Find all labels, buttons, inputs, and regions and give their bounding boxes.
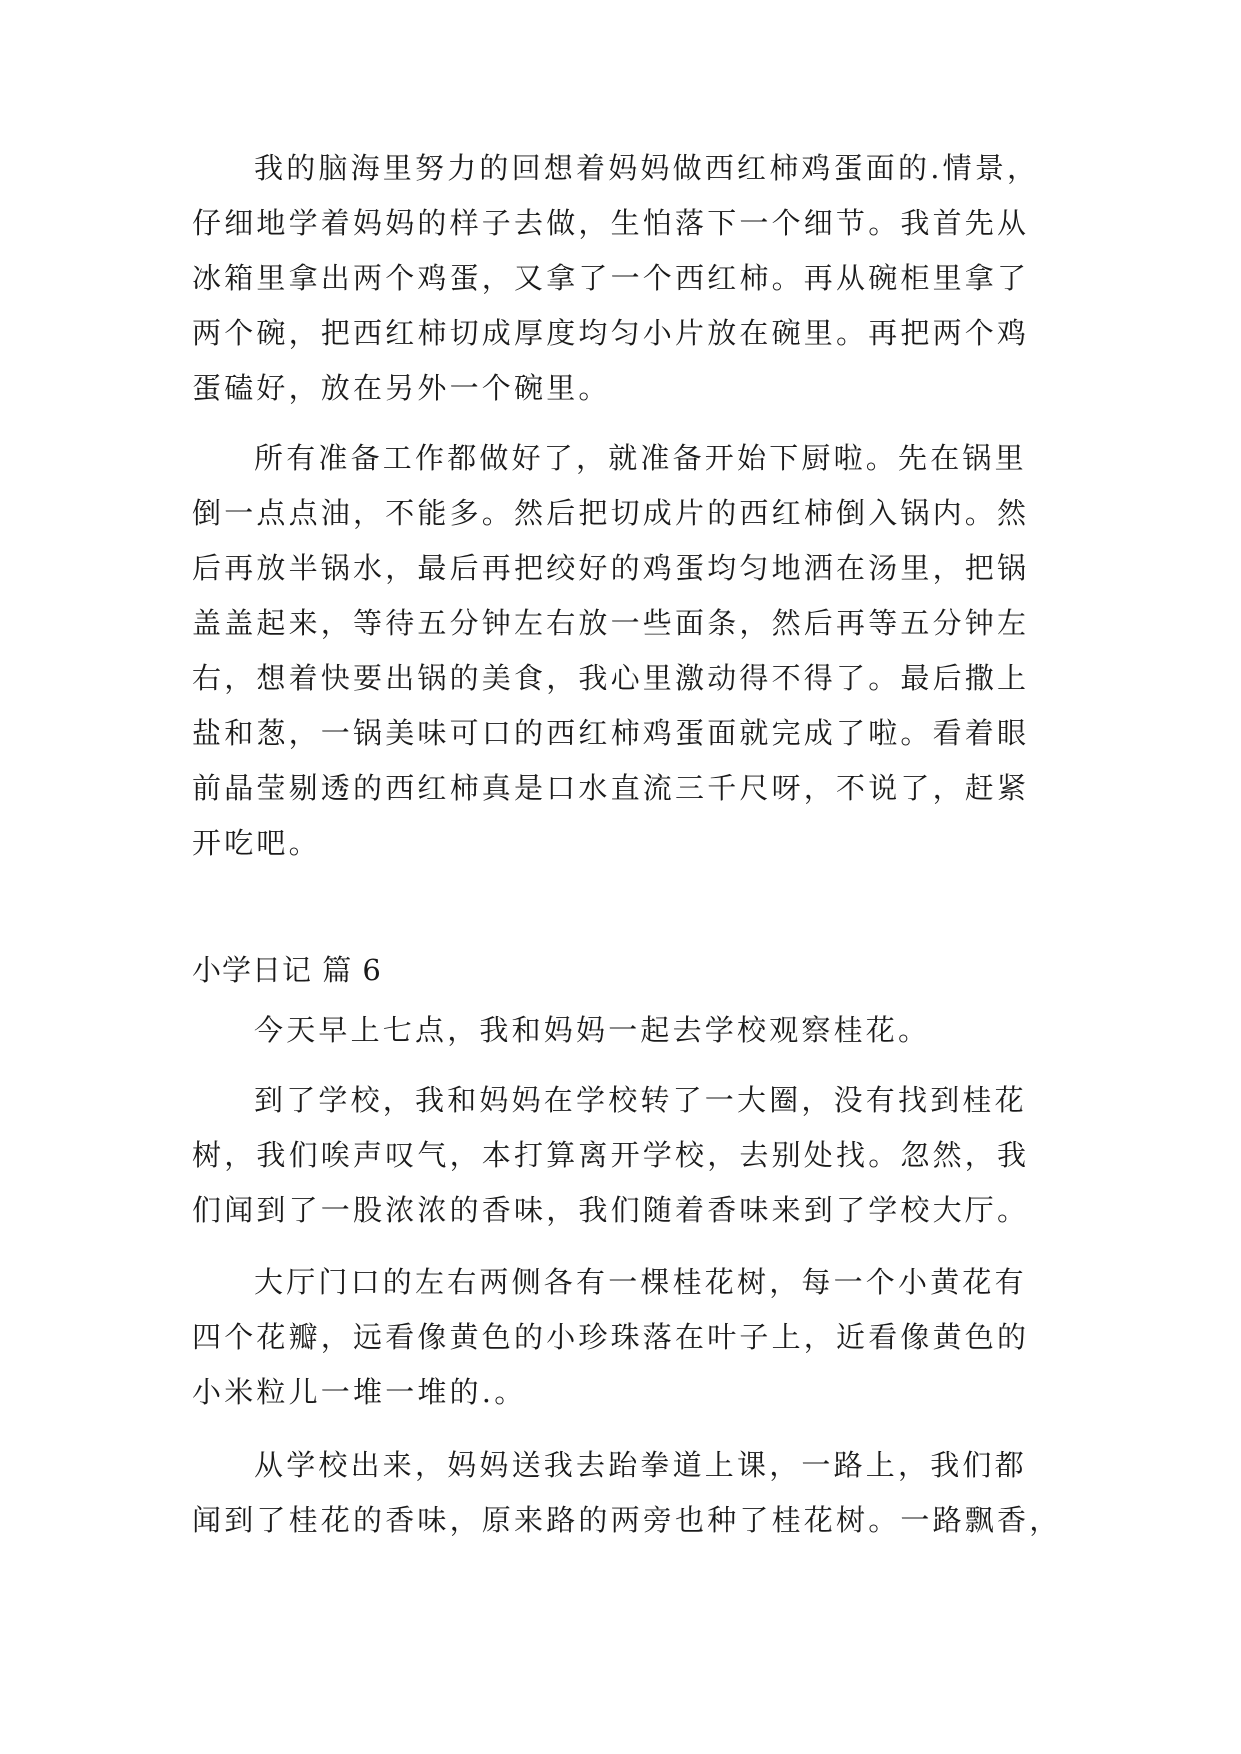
paragraph-line: 我的脑海里努力的回想着妈妈做西红柿鸡蛋面的.情景， xyxy=(254,151,1040,185)
paragraph-line: 仔细地学着妈妈的样子去做，生怕落下一个细节。我首先从 xyxy=(192,206,1030,240)
paragraph-line: 大厅门口的左右两侧各有一棵桂花树，每一个小黄花有 xyxy=(254,1265,1027,1299)
paragraph-line: 开吃吧。 xyxy=(192,826,321,860)
paragraph-line: 们闻到了一股浓浓的香味，我们随着香味来到了学校大厅。 xyxy=(192,1193,1030,1227)
section-heading: 小学日记 篇 6 xyxy=(192,953,382,987)
paragraph-line: 四个花瓣，远看像黄色的小珍珠落在叶子上，近看像黄色的 xyxy=(192,1320,1030,1354)
paragraph-line: 后再放半锅水，最后再把绞好的鸡蛋均匀地洒在汤里，把锅 xyxy=(192,551,1030,585)
paragraph-line: 前晶莹剔透的西红柿真是口水直流三千尺呀，不说了，赶紧 xyxy=(192,771,1030,805)
paragraph-line: 盖盖起来，等待五分钟左右放一些面条，然后再等五分钟左 xyxy=(192,606,1030,640)
paragraph-line: 冰箱里拿出两个鸡蛋，又拿了一个西红柿。再从碗柜里拿了 xyxy=(192,261,1030,295)
paragraph-line: 从学校出来，妈妈送我去跆拳道上课，一路上，我们都 xyxy=(254,1448,1027,1482)
paragraph-line: 今天早上七点，我和妈妈一起去学校观察桂花。 xyxy=(254,1013,931,1047)
paragraph-line: 右，想着快要出锅的美食，我心里激动得不得了。最后撒上 xyxy=(192,661,1030,695)
paragraph-line: 小米粒儿一堆一堆的.。 xyxy=(192,1375,527,1409)
paragraph-line: 蛋磕好，放在另外一个碗里。 xyxy=(192,371,611,405)
paragraph-line: 盐和葱，一锅美味可口的西红柿鸡蛋面就完成了啦。看着眼 xyxy=(192,716,1030,750)
paragraph-line: 倒一点点油，不能多。然后把切成片的西红柿倒入锅内。然 xyxy=(192,496,1030,530)
paragraph-line: 所有准备工作都做好了，就准备开始下厨啦。先在锅里 xyxy=(254,441,1027,475)
paragraph-line: 两个碗，把西红柿切成厚度均匀小片放在碗里。再把两个鸡 xyxy=(192,316,1030,350)
paragraph-line: 闻到了桂花的香味，原来路的两旁也种了桂花树。一路飘香， xyxy=(192,1503,1062,1537)
paragraph-line: 到了学校，我和妈妈在学校转了一大圈，没有找到桂花 xyxy=(254,1083,1027,1117)
paragraph-line: 树，我们唉声叹气，本打算离开学校，去别处找。忽然，我 xyxy=(192,1138,1030,1172)
